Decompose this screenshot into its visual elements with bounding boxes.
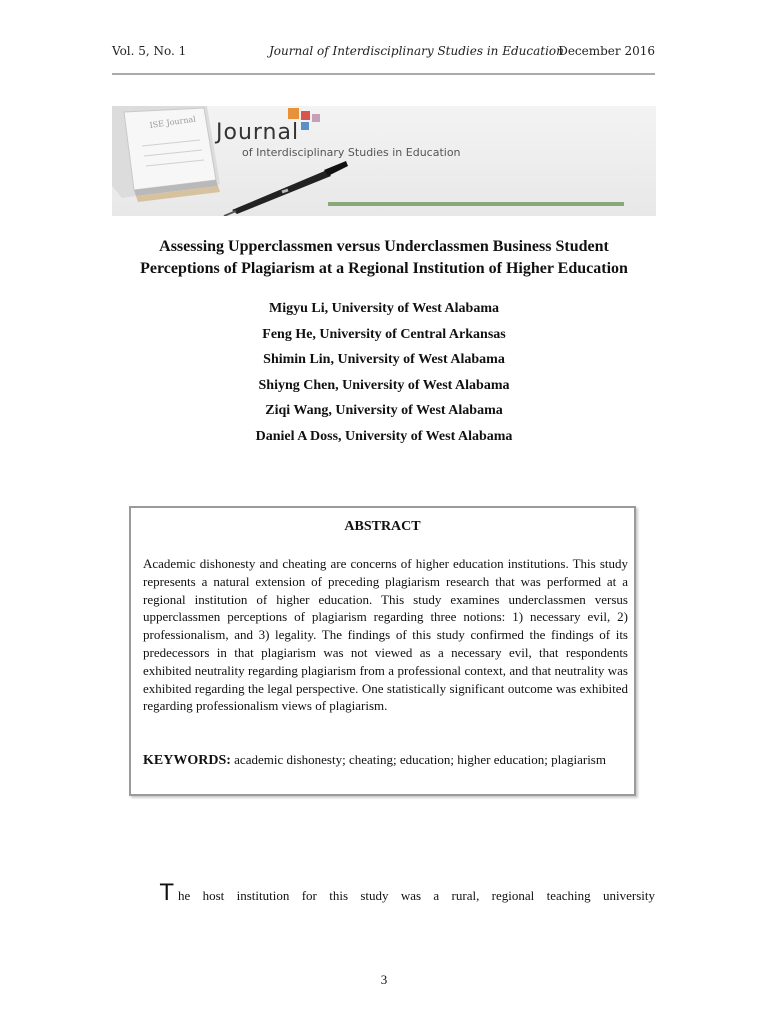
- author: Migyu Li, University of West Alabama: [269, 301, 499, 316]
- banner-subtitle: of Interdisciplinary Studies in Education: [242, 146, 461, 159]
- abstract-box: [129, 506, 636, 796]
- page-number: 3: [380, 972, 388, 987]
- journal-name-header: Journal of Interdisciplinary Studies in Education: [269, 44, 564, 58]
- abstract-heading: ABSTRACT: [344, 519, 421, 534]
- body-first-line: he host institution for this study was a rural, regional teaching university: [178, 888, 655, 903]
- keywords-label: KEYWORDS:: [143, 753, 231, 768]
- running-head: [112, 44, 655, 64]
- header-rule: [112, 73, 655, 75]
- author: Shimin Lin, University of West Alabama: [263, 352, 505, 367]
- banner-accent-stripe: [328, 202, 624, 206]
- keywords: [143, 751, 628, 770]
- body-paragraph: [160, 880, 655, 908]
- author: Daniel A Doss, University of West Alabama: [255, 428, 513, 444]
- author: Ziqi Wang, University of West Alabama: [265, 403, 503, 418]
- issue-date: December 2016: [558, 44, 655, 58]
- banner-wordmark: Journal: [216, 120, 300, 145]
- author: Shiyng Chen, University of West Alabama: [258, 377, 510, 393]
- journal-banner: [112, 106, 656, 216]
- author: Feng He, University of Central Arkansas: [262, 326, 506, 342]
- paper-title: [96, 236, 672, 280]
- abstract-text: Academic dishonesty and cheating are concerns of higher education institutions. This study represents a natural extension of preceding plagiarism research that was performed at a regional institution of higher education. This study examines underclassmen versus upperclassmen perceptions of plagiarism regarding three notions: 1) necessary evil, 2) professionalism, and 3) legality. The findings of this study confirmed the findings of its predecessors in that plagiarism was not viewed as a necessary evil, that respondents exhibited neutrality regarding plagiarism from a professional context, and that neutrality was exhibited regarding the legal perspective. One statistically significant outcome was exhibited regarding professionalism views of plagiarism.: [143, 556, 628, 714]
- volume-issue: Vol. 5, No. 1: [112, 44, 187, 58]
- drop-cap: T: [160, 881, 174, 906]
- author-list: [96, 299, 672, 452]
- paper-title-line: Assessing Upperclassmen versus Underclassmen Business Student: [159, 238, 609, 255]
- book-cover-text: ISE Journal: [149, 114, 197, 130]
- paper-title-line: Perceptions of Plagiarism at a Regional Institution of Higher Education: [140, 260, 628, 277]
- keywords-list: academic dishonesty; cheating; education; higher education; plagiarism: [234, 752, 606, 767]
